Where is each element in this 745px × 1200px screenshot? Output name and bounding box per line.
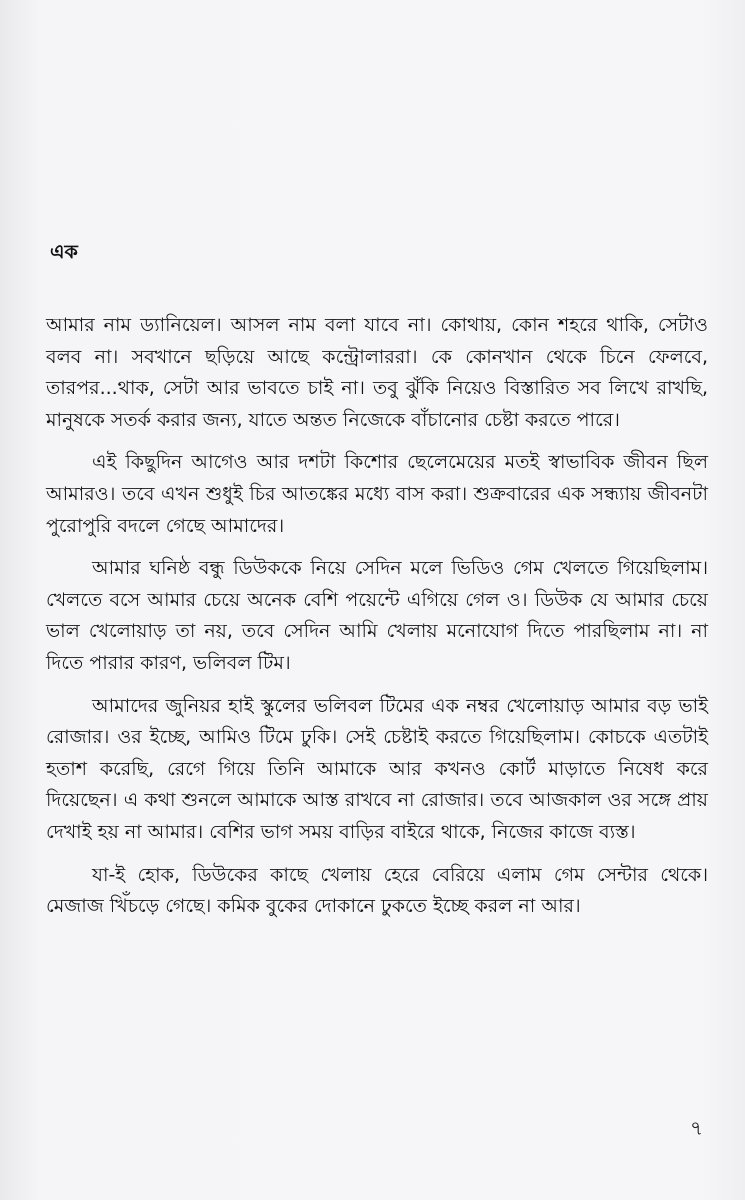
paragraph: আমাদের জুনিয়র হাই স্কুলের ভলিবল টিমের এক নম্বর খেলোয়াড় আমার বড় ভাই রোজার। ওর ইচ্ছে, আমিও টিমে ঢুকি। সেই চেষ্টাই করতে গিয়েছিলাম। কোচকে এতটাই হতাশ করেছি, রেগে গিয়ে তিনি আমাকে আর কখনও কোর্ট মাড়াতে নিষেধ করে দিয়েছেন। এ কথা শুনলে আমাকে আস্ত রাখবে না রোজার। তবে আজকাল ওর সঙ্গে প্রায় দেখাই হয় না আমার। বেশির ভাগ সময় বাড়ির বাইরে থাকে, নিজের কাজে ব্যস্ত। (46, 694, 708, 843)
body-text (46, 310, 708, 934)
chapter-heading: এক (50, 241, 78, 263)
paragraph: এই কিছুদিন আগেও আর দশটা কিশোর ছেলেমেয়ের মতই স্বাভাবিক জীবন ছিল আমারও। তবে এখন শুধুই চির আতঙ্কের মধ্যে বাস করা। শুক্রবারের এক সন্ধ্যায় জীবনটা পুরোপুরি বদলে গেছে আমাদের। (46, 451, 708, 537)
paragraph: যা-ই হোক, ডিউকের কাছে খেলায় হেরে বেরিয়ে এলাম গেম সেন্টার থেকে। মেজাজ খিঁচড়ে গেছে। কমিক বুকের দোকানে ঢুকতে ইচ্ছে করল না আর। (46, 863, 708, 918)
show-through-text (60, 0, 700, 126)
page-number: ৭ (689, 1116, 703, 1140)
paragraph: আমার ঘনিষ্ঠ বন্ধু ডিউককে নিয়ে সেদিন মলে ভিডিও গেম খেলতে গিয়েছিলাম। খেলতে বসে আমার চেয়ে অনেক বেশি পয়েন্টে এগিয়ে গেল ও। ডিউক যে আমার চেয়ে ভাল খেলোয়াড় তা নয়, তবে সেদিন আমি খেলায় মনোযোগ দিতে পারছিলাম না। না দিতে পারার কারণ, ভলিবল টিম। (46, 557, 708, 674)
paragraph: আমার নাম ড্যানিয়েল। আসল নাম বলা যাবে না। কোথায়, কোন শহরে থাকি, সেটাও বলব না। সবখানে ছড়িয়ে আছে কন্ট্রোলাররা। কে কোনখান থেকে চিনে ফেলবে, তারপর...থাক, সেটা আর ভাবতে চাই না। তবু ঝুঁকি নিয়েও বিস্তারিত সব লিখে রাখছি, মানুষকে সতর্ক করার জন্য, যাতে অন্তত নিজেকে বাঁচানোর চেষ্টা করতে পারে। (46, 314, 708, 431)
